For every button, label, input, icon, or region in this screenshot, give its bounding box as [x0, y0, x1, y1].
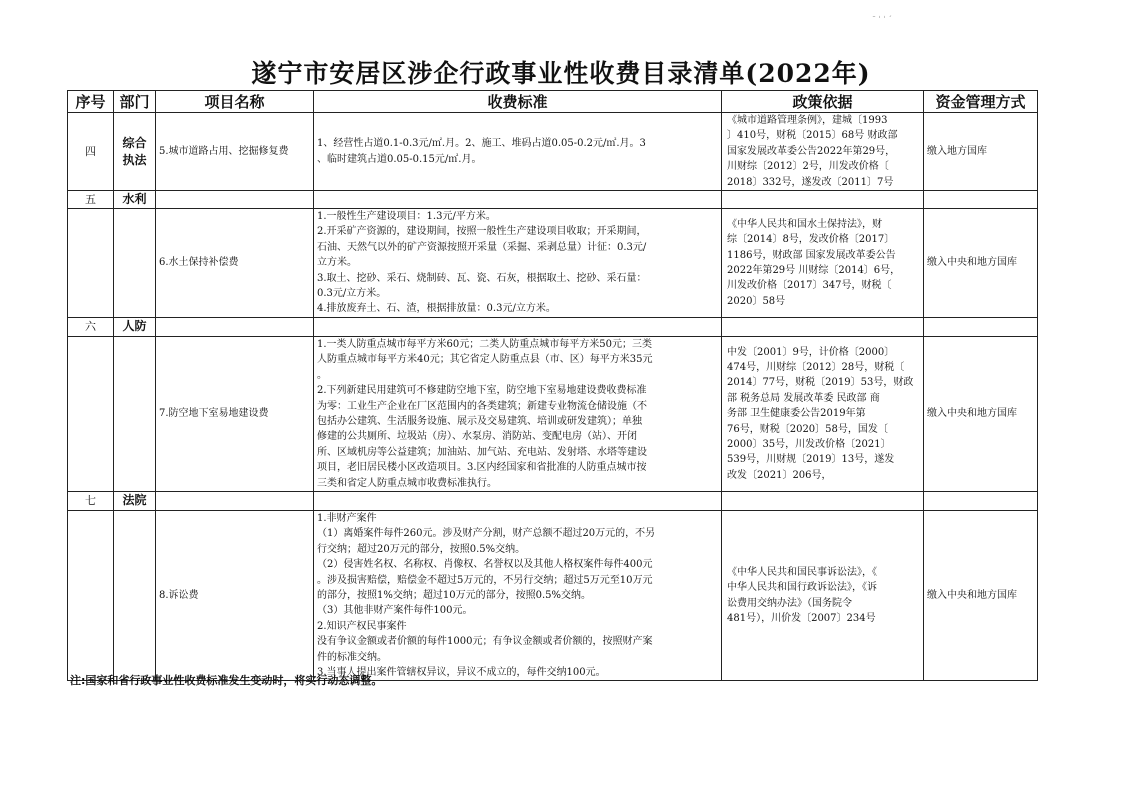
section-department: 人防	[114, 317, 156, 336]
standard-line: 项目，老旧居民楼小区改造项目。3.区内经国家和省批准的人防重点城市按	[317, 462, 647, 474]
standard-line: （3）其他非财产案件每件100元。	[317, 605, 473, 617]
standard-line: 1.一类人防重点城市每平方米60元；二类人防重点城市每平方米50元；三类	[317, 338, 652, 350]
corner-mark: ˉ ˈ ˈ ˊ	[872, 15, 893, 24]
section-number: 五	[68, 191, 114, 209]
header-dept: 部门	[114, 91, 156, 113]
basis-line: 部 税务总局 发展改革委 民政部 商	[727, 392, 880, 404]
standard-line: 4.排放废弃土、石、渣，根据排放量：0.3元/立方米。	[317, 303, 556, 315]
row-basis	[722, 510, 924, 680]
basis-line: 2000〕35号，川发改价格〔2021〕	[727, 439, 891, 451]
standard-line: 2.下列新建民用建筑可不修建防空地下室，防空地下室易地建设费收费标准	[317, 385, 647, 397]
standard-line: 3.取土、挖砂、采石、烧制砖、瓦、瓷、石灰，根据取土、挖砂、采石量：	[317, 272, 647, 284]
standard-line: 。涉及损害赔偿，赔偿金不超过5万元的，不另行交纳；超过5万元至10万元	[317, 574, 653, 586]
standard-line: 三类和省定人防重点城市收费标准执行。	[317, 477, 497, 489]
standard-line: 。	[317, 369, 327, 381]
basis-line: 讼费用交纳办法》（国务院令	[727, 597, 852, 609]
basis-line: 《中华人民共和国民事诉讼法》，《	[727, 566, 877, 578]
fee-table	[67, 90, 1038, 681]
basis-line: 川发改价格〔2017〕347号，财税〔	[727, 280, 892, 292]
row-item-name: 5.城市道路占用、挖掘修复费	[156, 113, 314, 191]
table-row	[68, 510, 1038, 680]
standard-line: 没有争议金额或者价额的每件1000元；有争议金额或者价额的，按照财产案	[317, 636, 653, 648]
basis-line: 《中华人民共和国水土保持法》，财	[727, 218, 882, 230]
standard-line: 0.3元/立方米。	[317, 288, 387, 300]
standard-line: （2）侵害姓名权、名称权、肖像权、名誉权以及其他人格权案件每件400元	[317, 559, 653, 571]
page-title: 遂宁市安居区涉企行政事业性收费目录清单(2022年)	[251, 59, 871, 88]
standard-line: 1.非财产案件	[317, 512, 377, 524]
row-basis	[722, 209, 924, 318]
section-row	[68, 191, 1038, 209]
basis-line: 481号），川价发〔2007〕234号	[727, 613, 876, 625]
table-header-row	[68, 91, 1038, 113]
row-department: 综合执法	[114, 113, 156, 191]
standard-line: 行交纳；超过20万元的部分，按照0.5%交纳。	[317, 543, 526, 555]
basis-line: 改发〔2021〕206号，	[727, 469, 832, 481]
header-basis: 政策依据	[722, 91, 924, 113]
standard-line: 立方米。	[317, 257, 357, 269]
basis-line: 川财综〔2012〕2号，川发改价格〔	[727, 161, 889, 173]
table-row	[68, 209, 1038, 318]
standard-line: 的部分，按照1%交纳；超过10万元的部分，按照0.5%交纳。	[317, 589, 591, 601]
basis-line: 539号，川财规〔2019〕13号，遂发	[727, 454, 895, 466]
table-row	[68, 113, 1038, 191]
basis-line: 综〔2014〕8号，发改价格〔2017〕	[727, 234, 895, 246]
section-department: 水利	[114, 191, 156, 209]
standard-line: 2.开采矿产资源的，建设期间，按照一般性生产建设项目收取；开采期间，	[317, 226, 647, 238]
standard-line: 1.一般性生产建设项目：1.3元/平方米。	[317, 211, 496, 223]
row-fund: 缴入中央和地方国库	[924, 510, 1038, 680]
row-standard	[314, 113, 722, 191]
standard-line: 、临时建筑占道0.05-0.15元/㎡.月。	[317, 153, 482, 165]
standard-line: 包括办公建筑、生活服务设施、展示及交易建筑、培训或研发建筑）；单独	[317, 415, 642, 427]
standard-line: 件的标准交纳。	[317, 651, 387, 663]
table-row	[68, 336, 1038, 491]
basis-line: 474号，川财综〔2012〕28号，财税〔	[727, 361, 905, 373]
header-standard: 收费标准	[314, 91, 722, 113]
row-standard	[314, 209, 722, 318]
row-number: 四	[68, 113, 114, 191]
row-standard	[314, 510, 722, 680]
standard-line: （1）离婚案件每件260元。涉及财产分割，财产总额不超过20万元的，不另	[317, 528, 656, 540]
basis-line: 中发〔2001〕9号，计价格〔2000〕	[727, 346, 895, 358]
basis-line: 1186号，财政部 国家发展改革委公告	[727, 249, 896, 261]
row-fund: 缴入中央和地方国库	[924, 336, 1038, 491]
row-fund: 缴入地方国库	[924, 113, 1038, 191]
basis-line: 2018〕332号，遂发改〔2011〕7号	[727, 176, 894, 188]
standard-line: 为零：工业生产企业在厂区范围内的各类建筑；新建专业物流仓储设施（不	[317, 400, 647, 412]
section-department: 法院	[114, 491, 156, 510]
basis-line: 务部 卫生健康委公告2019年第	[727, 408, 866, 420]
row-item-name: 6.水土保持补偿费	[156, 209, 314, 318]
row-item-name: 7.防空地下室易地建设费	[156, 336, 314, 491]
basis-line: 〕410号，财税〔2015〕68号 财政部	[727, 130, 898, 142]
section-row	[68, 317, 1038, 336]
section-number: 六	[68, 317, 114, 336]
standard-line: 3.当事人提出案件管辖权异议，异议不成立的，每件交纳100元。	[317, 667, 606, 678]
row-fund: 缴入中央和地方国库	[924, 209, 1038, 318]
standard-line: 所、区域机房等公益建筑；加油站、加气站、充电站、发射塔、水塔等建设	[317, 446, 647, 458]
basis-line: 国家发展改革委公告2022年第29号，	[727, 145, 896, 157]
header-no: 序号	[68, 91, 114, 113]
basis-line: 2014〕77号，财税〔2019〕53号，财政	[727, 377, 914, 389]
row-basis	[722, 113, 924, 191]
standard-line: 人防重点城市每平方米40元；其它省定人防重点县（市、区）每平方米35元	[317, 354, 653, 366]
basis-line: 76号，财税〔2020〕58号，国发〔	[727, 423, 888, 435]
standard-line: 修建的公共厕所、垃圾站（房）、水泵房、消防站、变配电房（站）、开闭	[317, 431, 637, 443]
header-fund: 资金管理方式	[924, 91, 1038, 113]
row-basis	[722, 336, 924, 491]
footnote: 注:国家和省行政事业性收费标准发生变动时，将实行动态调整。	[70, 674, 383, 687]
row-standard	[314, 336, 722, 491]
basis-line: 2022年第29号 川财综〔2014〕6号，	[727, 264, 901, 276]
section-number: 七	[68, 491, 114, 510]
basis-line: 《城市道路管理条例》，建城〔1993	[727, 115, 888, 126]
standard-line: 石油、天然气以外的矿产资源按照开采量（采掘、采剥总量）计征：0.3元/	[317, 241, 647, 253]
standard-line: 1、经营性占道0.1-0.3元/㎡.月。2、施工、堆码占道0.05-0.2元/㎡.月。3	[317, 138, 646, 150]
standard-line: 2.知识产权民事案件	[317, 620, 407, 632]
row-item-name: 8.诉讼费	[156, 510, 314, 680]
header-item: 项目名称	[156, 91, 314, 113]
basis-line: 中华人民共和国行政诉讼法》，《诉	[727, 582, 877, 594]
section-row	[68, 491, 1038, 510]
basis-line: 2020〕58号	[727, 295, 786, 307]
